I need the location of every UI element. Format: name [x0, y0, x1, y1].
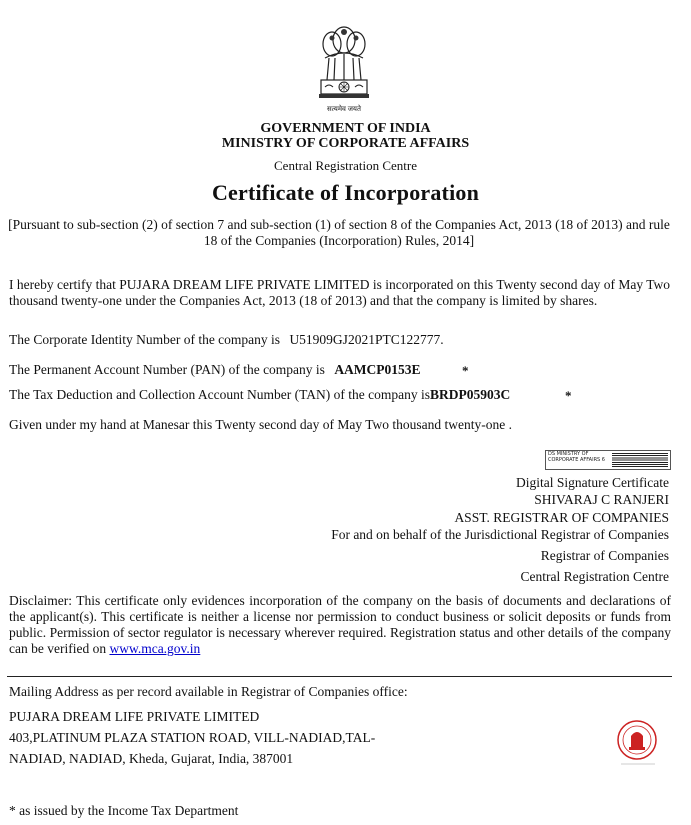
digital-signature-stamp	[545, 450, 671, 470]
tan-label: The Tax Deduction and Collection Account Number (TAN) of the company is	[9, 387, 430, 402]
signature-centre: Central Registration Centre	[520, 569, 669, 584]
signature-name: SHIVARAJ C RANJERI	[534, 492, 669, 507]
government-heading: GOVERNMENT OF INDIA	[260, 121, 431, 136]
signature-registrar: Registrar of Companies	[540, 548, 669, 563]
certify-paragraph: I hereby certify that PUJARA DREAM LIFE PRIVATE LIMITED is incorporated on this Twenty second day of May Two thousand twenty-one under the Companies Act, 2013 (18 of 2013) and that the company is limited by shares.	[9, 277, 671, 308]
pan-value: AAMCP0153E	[334, 362, 421, 377]
mca-link[interactable]: www.mca.gov.in	[109, 641, 201, 656]
pan-footnote-mark: *	[462, 363, 469, 378]
given-line: Given under my hand at Manesar this Twenty second day of May Two thousand twenty-one .	[9, 417, 513, 432]
disclaimer	[9, 593, 671, 657]
signature-line-1: Digital Signature Certificate	[516, 475, 669, 490]
certificate-title: Certificate of Incorporation	[211, 180, 480, 205]
digital-signature-stamp-text: DS MINISTRY OF CORPORATE AFFAIRS 6	[548, 451, 605, 463]
cin-value: U51909GJ2021PTC122777.	[289, 332, 444, 347]
mailing-address-line-2: NADIAD, NADIAD, Kheda, Gujarat, India, 387001	[9, 751, 294, 766]
mailing-address-line-1: 403,PLATINUM PLAZA STATION ROAD, VILL-NADIAD,TAL-	[9, 730, 376, 745]
emblem-motto: सत्यमेव जयते	[327, 105, 361, 113]
national-emblem-icon	[311, 18, 377, 118]
mailing-company: PUJARA DREAM LIFE PRIVATE LIMITED	[9, 709, 260, 724]
pan-line	[9, 362, 671, 378]
digital-signature-detail-lines	[612, 453, 668, 467]
centre-heading: Central Registration Centre	[274, 158, 417, 173]
cin-line	[9, 332, 671, 348]
cin-label: The Corporate Identity Number of the company is	[9, 332, 281, 347]
tan-footnote-mark: *	[565, 388, 572, 403]
divider	[7, 676, 672, 677]
pursuant-text: [Pursuant to sub-section (2) of section 7 and sub-section (1) of section 8 of the Companies Act, 2013 (18 of 2013) and rule 18 of the Companies (Incorporation) Rules, 2014]	[8, 217, 670, 248]
tan-value: BRDP05903C	[430, 387, 511, 402]
signature-designation: ASST. REGISTRAR OF COMPANIES	[454, 510, 669, 525]
mailing-label: Mailing Address as per record available in Registrar of Companies office:	[9, 684, 408, 699]
pan-label: The Permanent Account Number (PAN) of the company is	[9, 362, 325, 377]
disclaimer-text: Disclaimer: This certificate only evidences incorporation of the company on the basis of documents and declarations of the applicant(s). This certificate is neither a license nor permission to conduct business or solicit deposits or funds from public. Permission of sector regulator is necessary wherever required. Registration status and other details of the company can be verified on	[9, 593, 671, 656]
ministry-seal-icon	[613, 718, 661, 766]
ministry-heading: MINISTRY OF CORPORATE AFFAIRS	[221, 136, 470, 151]
tan-line	[9, 387, 671, 403]
signature-behalf: For and on behalf of the Jurisdictional Registrar of Companies	[331, 527, 669, 542]
footnote: * as issued by the Income Tax Department	[9, 803, 239, 818]
